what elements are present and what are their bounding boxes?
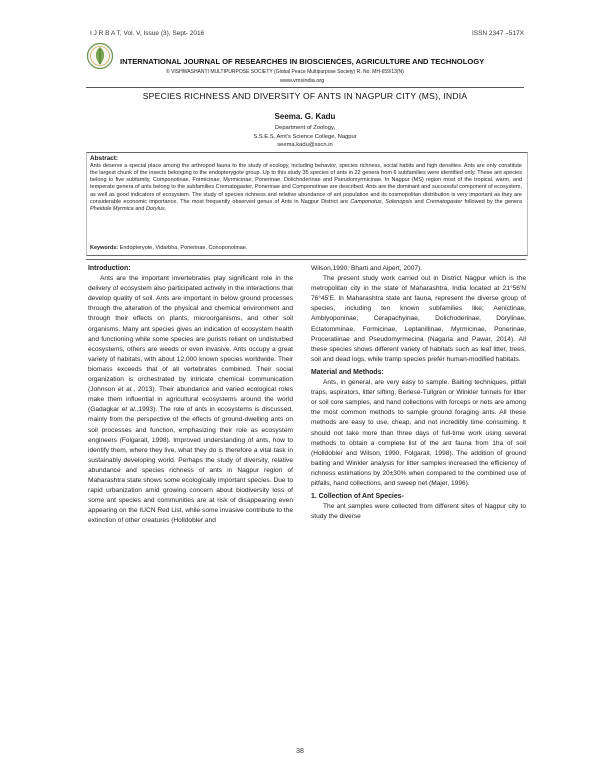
journal-header	[86, 42, 526, 90]
right-column	[311, 264, 526, 742]
author-affiliation	[86, 124, 524, 150]
affiliation-email: seema.kadu@sscn.in	[277, 142, 333, 148]
header-divider	[86, 87, 524, 88]
intro-continued: Wilson,1990; Bharti and Alpert, 2007).	[311, 265, 423, 272]
introduction-heading: Introduction:	[88, 265, 131, 272]
abstract-box	[86, 152, 528, 256]
methods-paragraph: Ants, in general, are very easy to sample. Baiting techniques, pitfall traps, aspirators, litter sifting, Berlese-Tullgren or Winkler funnels for litter or soil core samples, and hand collections with forceps or nets are among the most common methods to sample ground foraging ants. All these methods are easy to use, cheap, and not incredibly time consuming. It should not take more than three days of full-time work using several methods to obtain a complete list of the ant fauna from 1ha of soil (Holldobler and Wilson, 1990, Folgarait, 1998). The addition of ground baiting and Winkler analysis for litter samples increased the efficiency of richness estimations by 20±30% when compared to the combined use of pitfalls, hand collections, and sweep net (Majer, 1996).	[311, 379, 526, 487]
page-number: 38	[296, 748, 304, 755]
study-area-paragraph: The present study work carried out in District Nagpur which is the metropolitan city in the state of Maharashtra, India located at 21°56'N 76°45'E. In Maharashtra state ant fauna, represent the diverse group of species, including ten known subfamilies like; Aenictinae, Amblyoponinae, Cerapachyinae, Dolichoderinae, Dorylinae, Ectatomminae, Formicinae, Leptanillinae, Myrmicinae, Ponerinae, Proceratiinae and Pseudomyrmecina (Nagaria and Pawar, 2014). All these species shows different variety of habitats such as leaf litter, trees, soil and dead logs, while tramp species prefer human-modified habitats.	[311, 275, 526, 363]
journal-title: INTERNATIONAL JOURNAL OF RESEARCHES IN BIOSCIENCES, AGRICULTURE AND TECHNOLOGY	[120, 57, 485, 66]
collection-heading: 1. Collection of Ant Species-	[311, 493, 404, 501]
journal-website: www.vmsindia.org	[280, 78, 325, 84]
affiliation-college: S.S.E.S. Amt’s Science College, Nagpur	[253, 133, 357, 140]
abstract-divider	[86, 259, 526, 260]
article-title: SPECIES RICHNESS AND DIVERSITY OF ANTS IN NAGPUR CITY (MS), INDIA	[142, 91, 468, 101]
collection-paragraph: The ant samples were collected from different sites of Nagpur city to study the diverse	[311, 503, 526, 521]
issue-info: I J R B A T, Vol. V, Issue (3), Sept- 2016	[90, 30, 205, 37]
methods-heading: Material and Methods:	[311, 368, 384, 376]
abstract-text: Ants deserve a special place among the arthropod fauna to the study of ecology, including behavior, species richness, social habits and high densities. Ants are only constitute the largest chunk of the insects belonging to the endopterygote group. Up to this study 35 species of ants in 22 genera from 6 subfamilies were identified only. These ant species belong to five subfamily, Componotinae, Formicinae, Myrmicinae, Ponerinae, Dolichoderinae and Pseudomyrmicinae. In Nagpur (MS) region most of the tropical, warm, and temperate genera of ants belong to the subfamilies Crematogaster, Ponerinae and Componotinae are described. Ants are the dominant and successful component of ecosystem, as well as good indicators of ecosystem. The study of species richness and relative abundance of ant population and its cosmopolitan distribution is very important as they are considerable economic importance. The most frequently observed genus of Ants in Nagpur District are Camponotus, Solenopsis and Crematogaster followed by the genera Pheidole Myrmica and Dorylus.	[90, 163, 523, 212]
introduction-paragraph: Ants are the important invertebrates play significant role in the delivery of ecosystem also participated actively in the interactions that develop quality of soil. Ants are important in below ground processes through the alteration of the physical and chemical environment and through their effects on plants, microorganisms, and other soil organisms. Many ant species gives an indication of ecosystem health and functioning while some species are purists reliant on undisturbed ecosystems, others are weeds or even invasive. Ants occupy a great variety of habitats, with about 12,000 known species worldwide. Their biomass exceeds that of all vertebrates combined. Their social organization is orchestrated by intricate chemical communication (Johnson et al., 2013). Their abundance and varied ecological roles make them influential in agricultural ecosystems around the world (Gadagkar et al.,1993). The role of ants in ecosystems is discussed, mainly from the perspective of the effects of ground-dwelling ants on soil processes and function, emphasizing their role as ecosystem engineers (Folgarait, 1998). Improved understanding of ants, how to identify them, where they live, what they do is therefore a vital task in sustainably developing world. Perhaps the study of diversity, relative abundance and species richness of ants in Nagpur region of Maharashtra state shows some ecologically important species. Due to rapid urbanization amid growing concern about biodiversity loss of some ant species and communities are at risk of disappearing even appearing on the IUCN Red List, while some invasive contribute to the extinction of other creatures (Holldobler and	[88, 275, 293, 525]
left-column	[88, 264, 293, 742]
article-author: Seema. G. Kadu	[274, 112, 336, 121]
affiliation-department: Department of Zoology,	[274, 125, 336, 131]
keywords: Keywords: Endopteryote, Vidarbha, Ponerinae, Conoponotinae.	[90, 245, 248, 251]
issn-info: ISSN 2347 –517X	[471, 30, 524, 37]
journal-society: © VISHWASHANTI MULTIPURPOSE SOCIETY (Global Peace Multipurpose Society) R. No. MH-659/13(N)	[166, 69, 404, 75]
journal-logo-icon	[86, 42, 114, 70]
abstract-heading: Abstract:	[90, 155, 119, 162]
